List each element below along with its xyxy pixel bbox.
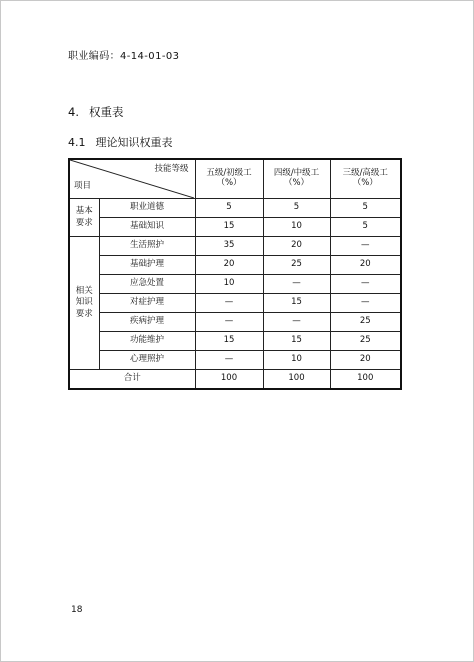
table-row — [69, 332, 401, 351]
table-row — [69, 294, 401, 313]
row-value: — — [195, 351, 263, 370]
table-total-row — [69, 370, 401, 390]
total-value: 100 — [330, 370, 401, 390]
row-item: 对症护理 — [99, 294, 195, 313]
row-value: 5 — [263, 199, 330, 218]
section-number: 4. — [68, 105, 79, 119]
table-row — [69, 313, 401, 332]
row-value: 15 — [263, 294, 330, 313]
row-item: 职业道德 — [99, 199, 195, 218]
row-item: 疾病护理 — [99, 313, 195, 332]
total-value: 100 — [263, 370, 330, 390]
row-item: 心理照护 — [99, 351, 195, 370]
row-value: — — [330, 294, 401, 313]
total-value: 100 — [195, 370, 263, 390]
row-value: 5 — [195, 199, 263, 218]
row-item: 功能维护 — [99, 332, 195, 351]
corner-label-skill-level: 技能等级 — [154, 164, 189, 174]
group-label-basic: 基本要求 — [69, 199, 99, 237]
row-item: 基础知识 — [99, 218, 195, 237]
row-value: 25 — [330, 313, 401, 332]
row-value: — — [195, 313, 263, 332]
section-title: 权重表 — [88, 105, 124, 119]
row-value: 10 — [263, 218, 330, 237]
row-value: — — [263, 313, 330, 332]
row-item: 生活照护 — [99, 237, 195, 256]
total-label: 合计 — [69, 370, 195, 390]
row-value: 5 — [330, 218, 401, 237]
row-value: 20 — [330, 256, 401, 275]
group-label-related: 相关知识要求 — [69, 237, 99, 370]
row-value: — — [330, 237, 401, 256]
level-header-1: 五级/初级工 （%） — [195, 159, 263, 199]
row-value: 20 — [263, 237, 330, 256]
row-value: 20 — [195, 256, 263, 275]
section-heading — [68, 104, 123, 120]
row-value: 15 — [195, 332, 263, 351]
corner-label-item: 项目 — [74, 181, 92, 192]
row-value: 10 — [263, 351, 330, 370]
level-header-2: 四级/中级工 （%） — [263, 159, 330, 199]
row-value: 25 — [263, 256, 330, 275]
subsection-title: 理论知识权重表 — [95, 136, 173, 149]
table-row — [69, 256, 401, 275]
subsection-heading — [68, 134, 173, 150]
row-value: 10 — [195, 275, 263, 294]
row-item: 基础护理 — [99, 256, 195, 275]
row-value: — — [330, 275, 401, 294]
row-item: 应急处置 — [99, 275, 195, 294]
subsection-number: 4.1 — [68, 136, 86, 149]
table-row — [69, 199, 401, 218]
row-value: 25 — [330, 332, 401, 351]
row-value: — — [263, 275, 330, 294]
weight-table — [68, 158, 402, 390]
row-value: 15 — [263, 332, 330, 351]
table-row — [69, 237, 401, 256]
row-value: 20 — [330, 351, 401, 370]
occupation-code: 职业编码：4-14-01-03 — [68, 51, 180, 62]
row-value: 15 — [195, 218, 263, 237]
row-value: 5 — [330, 199, 401, 218]
table-row — [69, 275, 401, 294]
row-value: 35 — [195, 237, 263, 256]
page-number: 18 — [71, 605, 83, 615]
table-row — [69, 218, 401, 237]
row-value: — — [195, 294, 263, 313]
level-header-3: 三级/高级工 （%） — [330, 159, 401, 199]
table-corner-cell — [69, 159, 195, 199]
table-row — [69, 351, 401, 370]
